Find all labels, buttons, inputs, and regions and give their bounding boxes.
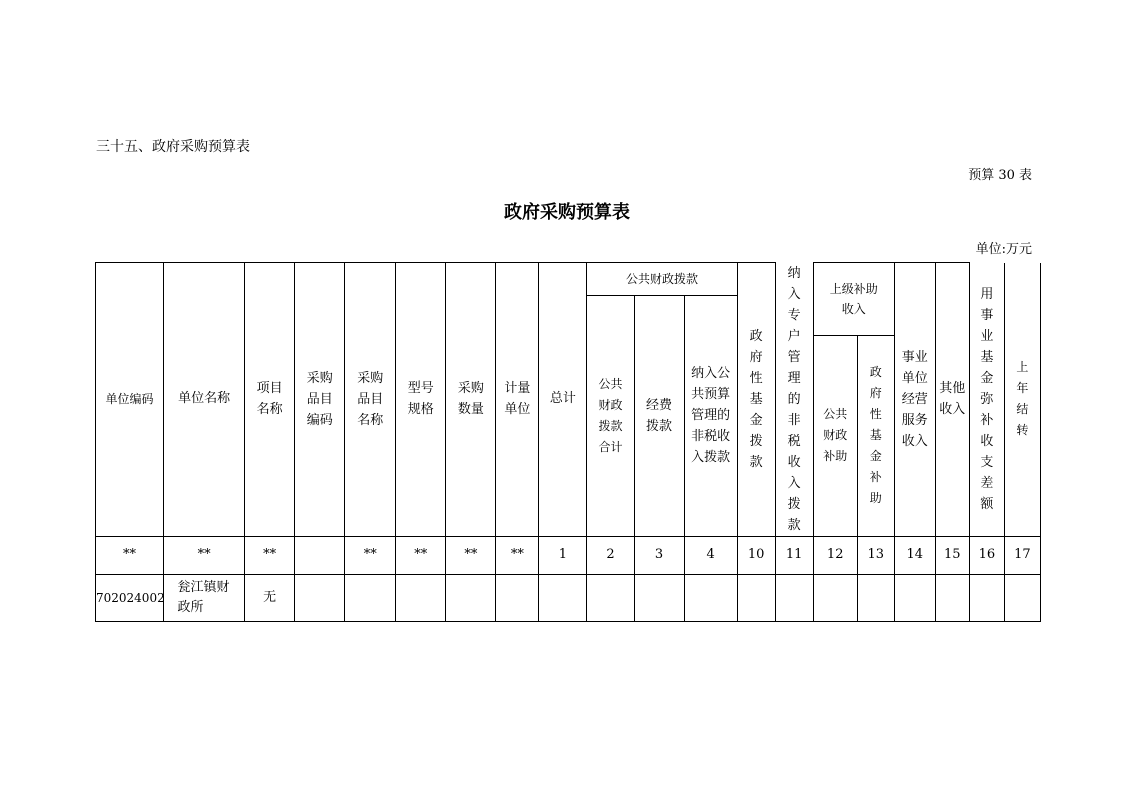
index-cell: **	[96, 536, 164, 574]
header-public-finance-subsidy: 公共财政补助	[813, 335, 857, 536]
table-row	[96, 574, 1041, 621]
index-cell: 1	[539, 536, 587, 574]
form-number: 预算 30 表	[968, 168, 1032, 183]
index-cell: 12	[813, 536, 857, 574]
cell-unit-code: 702024002	[96, 574, 164, 621]
header-expense-allocation: 经费拨款	[634, 296, 684, 537]
data-cell	[857, 574, 894, 621]
document-title: 政府采购预算表	[504, 202, 630, 223]
index-cell: 11	[775, 536, 813, 574]
index-cell: 3	[634, 536, 684, 574]
data-cell	[496, 574, 539, 621]
header-gov-fund-subsidy: 政府性基金补助	[857, 335, 894, 536]
index-cell: 15	[935, 536, 969, 574]
header-total: 总计	[539, 263, 587, 537]
header-gov-fund: 政府性基金拨款	[737, 263, 775, 537]
header-public-finance-total: 公共财政拨款合计	[587, 296, 634, 537]
data-cell	[969, 574, 1004, 621]
header-purchase-qty: 采购数量	[446, 263, 496, 537]
data-cell	[446, 574, 496, 621]
data-cell	[775, 574, 813, 621]
index-cell: 17	[1004, 536, 1040, 574]
header-measure-unit: 计量单位	[496, 263, 539, 537]
header-unit-name: 单位名称	[164, 263, 245, 537]
data-cell	[634, 574, 684, 621]
index-cell: **	[164, 536, 245, 574]
data-cell	[1004, 574, 1040, 621]
procurement-budget-table	[95, 262, 1041, 622]
section-title: 三十五、政府采购预算表	[96, 139, 250, 155]
index-cell: 2	[587, 536, 634, 574]
index-cell: 16	[969, 536, 1004, 574]
data-cell	[935, 574, 969, 621]
header-superior-subsidy: 上级补助收入	[813, 263, 894, 336]
header-purchase-item-name: 采购品目名称	[345, 263, 396, 537]
data-cell	[813, 574, 857, 621]
header-fund-gap: 用事业基金弥补收支差额	[969, 263, 1004, 537]
data-cell	[345, 574, 396, 621]
index-cell: 14	[894, 536, 935, 574]
index-cell: **	[446, 536, 496, 574]
index-cell: 13	[857, 536, 894, 574]
header-model-spec: 型号规格	[396, 263, 446, 537]
header-other-income: 其他收入	[935, 263, 969, 537]
data-cell	[587, 574, 634, 621]
index-cell: **	[345, 536, 396, 574]
header-special-nontax: 纳入专户管理的非税收入拨款	[775, 263, 813, 537]
data-cell	[894, 574, 935, 621]
header-nontax-in-budget: 纳入公共预算管理的非税收入拨款	[684, 296, 737, 537]
data-cell	[737, 574, 775, 621]
data-cell	[539, 574, 587, 621]
column-index-row	[96, 536, 1041, 574]
index-cell	[295, 536, 345, 574]
header-purchase-item-code: 采购品目编码	[295, 263, 345, 537]
index-cell: **	[396, 536, 446, 574]
unit-label: 单位:万元	[975, 242, 1032, 257]
data-cell	[295, 574, 345, 621]
index-cell: 10	[737, 536, 775, 574]
index-cell: **	[245, 536, 295, 574]
header-business-income: 事业单位经营服务收入	[894, 263, 935, 537]
index-cell: 4	[684, 536, 737, 574]
header-public-finance: 公共财政拨款	[587, 263, 737, 296]
data-cell	[396, 574, 446, 621]
data-cell	[684, 574, 737, 621]
header-prior-carryover: 上年结转	[1004, 263, 1040, 537]
header-unit-code: 单位编码	[96, 263, 164, 537]
header-item-name: 项目名称	[245, 263, 295, 537]
cell-item-name: 无	[245, 574, 295, 621]
index-cell: **	[496, 536, 539, 574]
cell-unit-name: 瓮江镇财政所	[164, 574, 245, 621]
